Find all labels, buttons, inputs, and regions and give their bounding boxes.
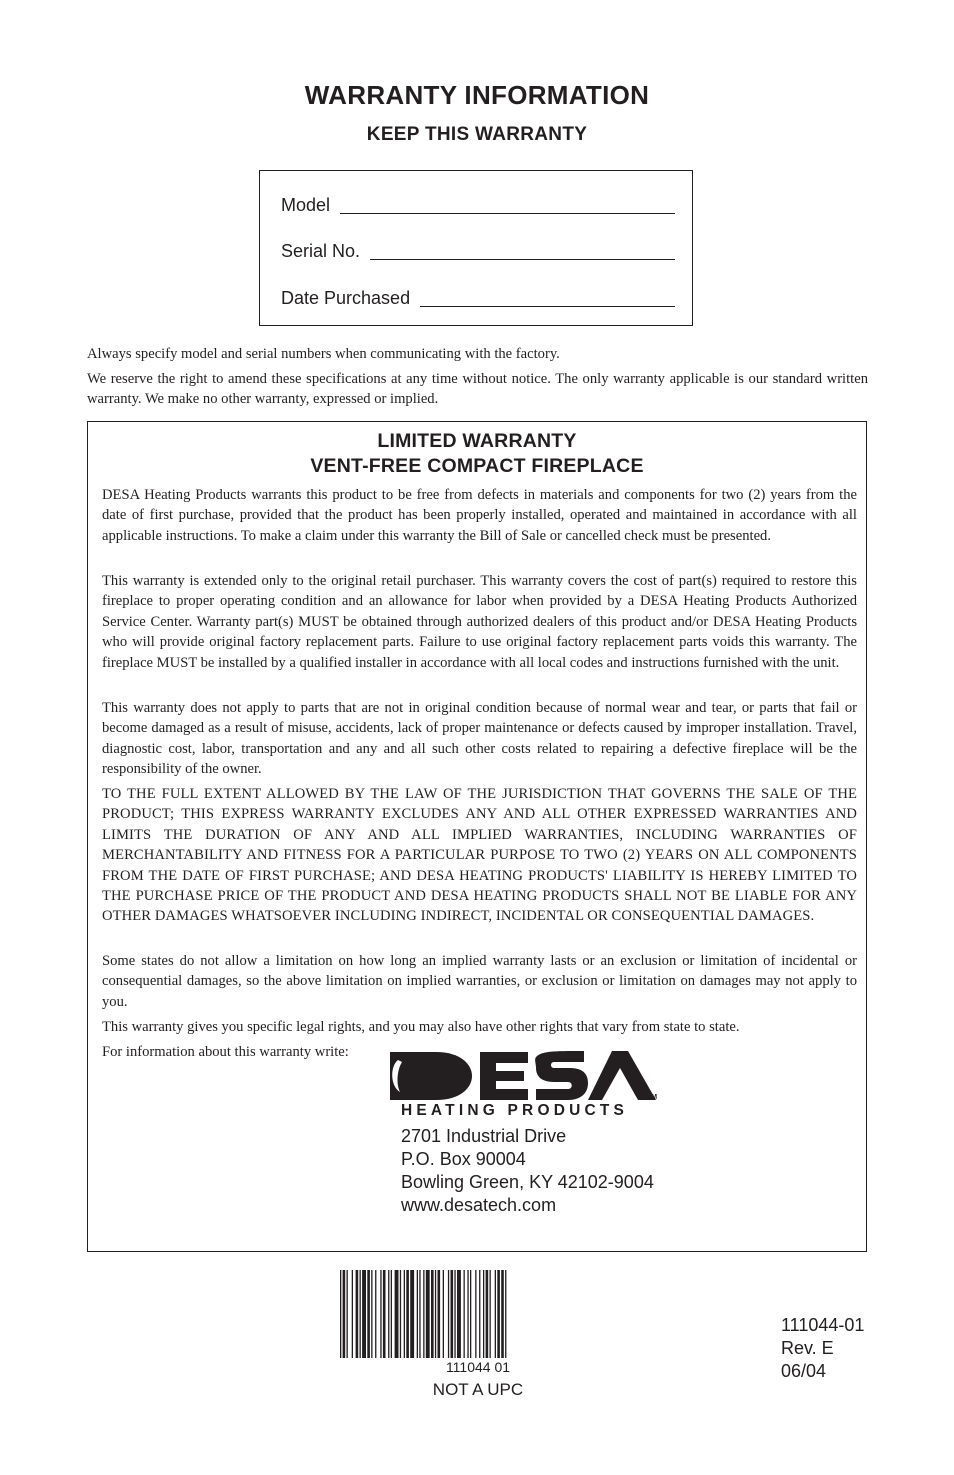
address-line: Bowling Green, KY 42102-9004 bbox=[401, 1172, 654, 1192]
page-title: WARRANTY INFORMATION bbox=[304, 80, 650, 110]
barcode-bar bbox=[495, 1270, 496, 1358]
barcode-bar bbox=[426, 1270, 430, 1358]
warranty-paragraph: This warranty does not apply to parts that are not in original condition because of normal wear and tear, or parts that fail or become damaged as a result of misuse, accidents, lack of proper maintenance or defects caused by improper installation. Travel, diagnostic cost, labor, transportation and any and all such other costs related to repairing a defective fireplace will be the responsibility of the owner. bbox=[102, 700, 857, 778]
date-purchased-line[interactable] bbox=[420, 305, 675, 307]
barcode-bar bbox=[486, 1270, 489, 1358]
serial-field[interactable] bbox=[281, 241, 675, 262]
address-line: 2701 Industrial Drive bbox=[401, 1126, 567, 1146]
revision: Rev. E bbox=[781, 1338, 834, 1358]
barcode-bar bbox=[419, 1270, 420, 1358]
barcode-bar bbox=[454, 1270, 455, 1358]
barcode-bar bbox=[356, 1270, 359, 1358]
barcode-bar bbox=[479, 1270, 480, 1358]
barcode-bar bbox=[362, 1270, 366, 1358]
barcode-bar bbox=[383, 1270, 386, 1358]
warranty-title: LIMITED WARRANTY bbox=[377, 430, 577, 452]
note-reserve: We reserve the right to amend these specifications at any time without notice. The only warranty applicable is our standard written warranty. We make no other warranty, expressed or implied. bbox=[87, 371, 868, 407]
barcode-bar bbox=[483, 1270, 484, 1358]
barcode-bar bbox=[457, 1270, 461, 1358]
warranty-paragraph: DESA Heating Products warrants this product to be free from defects in materials and components for two (2) years from the date of first purchase, provided that the product has been properly installed, operated and maintained in accordance with all applicable instructions. To make a claim under this warranty the Bill of Sale or cancelled check must be presented. bbox=[102, 487, 857, 544]
model-label: Model bbox=[281, 195, 331, 215]
logo-heating-products: HEATING PRODUCTS bbox=[401, 1102, 629, 1119]
barcode-bar bbox=[467, 1270, 468, 1358]
barcode-bar bbox=[490, 1270, 491, 1358]
warranty-paragraph: This warranty is extended only to the original retail purchaser. This warranty covers the cost of part(s) required to restore this fireplace to proper operating condition and an allowance for labor when provided by a DESA Heating Products Authorized Service Center. Warranty part(s) MUST be obtained through authorized dealers of this product and/or DESA Heating Products who will provide original factory replacement parts. Failure to use original factory replacement parts voids this warranty. The fireplace MUST be installed by a qualified installer in accordance with all local codes and instructions furnished with the unit. bbox=[102, 573, 857, 671]
barcode-bar bbox=[448, 1270, 449, 1358]
barcode-bar bbox=[347, 1270, 348, 1358]
desa-logo-mark bbox=[384, 1048, 660, 1104]
barcode-bar bbox=[380, 1270, 381, 1358]
barcode-bar bbox=[400, 1270, 401, 1358]
barcode-bar bbox=[501, 1270, 504, 1358]
model-field[interactable] bbox=[281, 195, 675, 216]
page-subtitle: KEEP THIS WARRANTY bbox=[366, 124, 588, 145]
warranty-contact-intro: For information about this warranty write: bbox=[102, 1044, 349, 1060]
barcode-bar bbox=[435, 1270, 436, 1358]
part-info bbox=[781, 1314, 864, 1383]
barcode-bar bbox=[464, 1270, 465, 1358]
revision-date: 06/04 bbox=[781, 1361, 827, 1381]
date-purchased-field[interactable] bbox=[281, 288, 675, 309]
barcode-bar bbox=[431, 1270, 434, 1358]
barcode bbox=[338, 1270, 618, 1360]
barcode-caption: NOT A UPC bbox=[432, 1380, 524, 1399]
warranty-paragraph: Some states do not allow a limitation on how long an implied warranty lasts or an exclusion or limitation of incidental or consequential damages, so the above limitation on implied warranties, or exclusion or limitation on damages may not apply to you. bbox=[102, 953, 857, 1010]
limited-warranty-box bbox=[87, 421, 867, 1252]
registration-box bbox=[259, 170, 693, 326]
barcode-bar bbox=[505, 1270, 506, 1358]
serial-label: Serial No. bbox=[281, 241, 361, 261]
barcode-bar bbox=[375, 1270, 376, 1358]
serial-line[interactable] bbox=[370, 258, 675, 260]
address-line: P.O. Box 90004 bbox=[401, 1149, 526, 1169]
barcode-bar bbox=[367, 1270, 370, 1358]
barcode-bar bbox=[497, 1270, 500, 1358]
barcode-bar bbox=[388, 1270, 389, 1358]
barcode-bar bbox=[410, 1270, 414, 1358]
model-line[interactable] bbox=[340, 212, 675, 214]
barcode-bar bbox=[404, 1270, 405, 1358]
barcode-bar bbox=[360, 1270, 361, 1358]
barcode-bar bbox=[443, 1270, 444, 1358]
barcode-bar bbox=[391, 1270, 392, 1358]
note-specify: Always specify model and serial numbers when communicating with the factory. bbox=[87, 346, 560, 362]
barcode-bar bbox=[475, 1270, 476, 1358]
barcode-bar bbox=[417, 1270, 418, 1358]
barcode-bar bbox=[371, 1270, 372, 1358]
trademark-mark: TM bbox=[647, 1094, 658, 1101]
barcode-bar bbox=[451, 1270, 454, 1358]
website-link[interactable]: www.desatech.com bbox=[401, 1195, 557, 1215]
barcode-number: 111044 01 bbox=[445, 1359, 511, 1375]
warranty-product-title: VENT-FREE COMPACT FIREPLACE bbox=[310, 455, 644, 477]
barcode-bar bbox=[343, 1270, 346, 1358]
barcode-bar bbox=[340, 1270, 341, 1358]
date-purchased-label: Date Purchased bbox=[281, 288, 411, 308]
warranty-disclaimer: TO THE FULL EXTENT ALLOWED BY THE LAW OF THE JURISDICTION THAT GOVERNS THE SALE OF THE PRODUCT; THIS EXPRESS WARRANTY EXCLUDES ANY AND ALL OTHER EXPRESSED WARRANTIES AND LIMITS THE DURATION OF ANY AND ALL IMPLIED WARRANTIES, INCLUDING WARRANTIES OF MERCHANTABILITY AND FITNESS FOR A PARTICULAR PURPOSE TO TWO (2) YEARS ON ALL COMPONENTS FROM THE DATE OF FIRST PURCHASE; AND DESA HEATING PRODUCTS' LIABILITY IS HEREBY LIMITED TO THE PURCHASE PRICE OF THE PRODUCT AND DESA HEATING PRODUCTS SHALL NOT BE LIABLE FOR ANY OTHER DAMAGES WHATSOEVER INCLUDING INDIRECT, INCIDENTAL OR CONSEQUENTIAL DAMAGES. bbox=[102, 786, 857, 925]
part-number: 111044-01 bbox=[781, 1315, 865, 1335]
barcode-bar bbox=[352, 1270, 353, 1358]
warranty-paragraph: This warranty gives you specific legal rights, and you may also have other rights that vary from state to state. bbox=[102, 1019, 740, 1035]
barcode-bar bbox=[395, 1270, 399, 1358]
barcode-bar bbox=[423, 1270, 424, 1358]
barcode-bar bbox=[438, 1270, 441, 1358]
barcode-bar bbox=[406, 1270, 409, 1358]
barcode-bar bbox=[470, 1270, 471, 1358]
